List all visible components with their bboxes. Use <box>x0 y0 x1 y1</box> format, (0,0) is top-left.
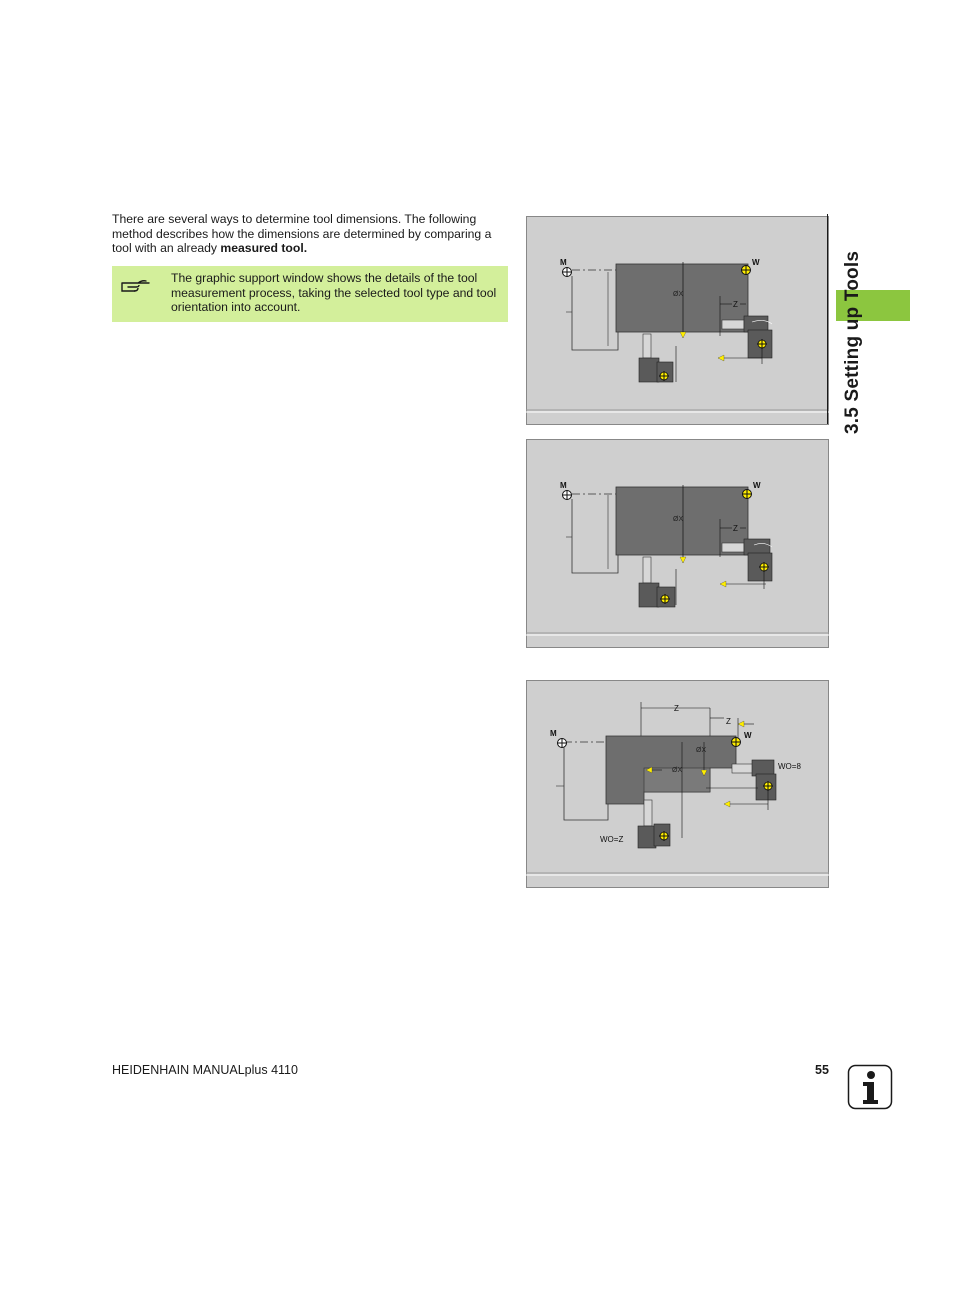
label-x1: ØX <box>696 747 707 754</box>
label-w: W <box>744 731 752 740</box>
label-x2: ØX <box>672 767 683 774</box>
label-w: W <box>753 481 761 490</box>
label-x: ØX <box>673 291 684 298</box>
intro-bold-text: measured tool. <box>220 241 308 255</box>
label-x: ØX <box>673 516 684 523</box>
section-title: 3.5 Setting up Tools <box>842 250 863 434</box>
note-box <box>112 266 508 322</box>
figure-measurement-2 <box>526 439 829 648</box>
label-z: Z <box>733 300 738 309</box>
label-m: M <box>560 258 567 267</box>
note-text: The graphic support window shows the details of the tool measurement process, taking the selected tool type and tool orientation into account. <box>171 271 497 314</box>
label-z-top: Z <box>674 704 679 713</box>
label-m: M <box>550 729 557 738</box>
pointing-hand-icon <box>120 275 152 297</box>
label-wo8: WO=8 <box>778 762 801 771</box>
info-icon <box>847 1064 893 1110</box>
figure-measurement-1 <box>526 216 829 425</box>
figure-measurement-3 <box>526 680 829 888</box>
sidebar-rule <box>827 214 828 424</box>
intro-text: There are several ways to determine tool dimensions. The following method describes how the dimensions are determined by comparing a tool with an already <box>112 212 492 255</box>
label-w: W <box>752 258 760 267</box>
label-woz: WO=Z <box>600 835 624 844</box>
intro-paragraph <box>112 212 508 256</box>
label-m: M <box>560 481 567 490</box>
manual-title: HEIDENHAIN MANUALplus 4110 <box>112 1063 298 1077</box>
page-number: 55 <box>815 1063 829 1077</box>
label-z: Z <box>733 524 738 533</box>
label-z-small: Z <box>726 717 731 726</box>
